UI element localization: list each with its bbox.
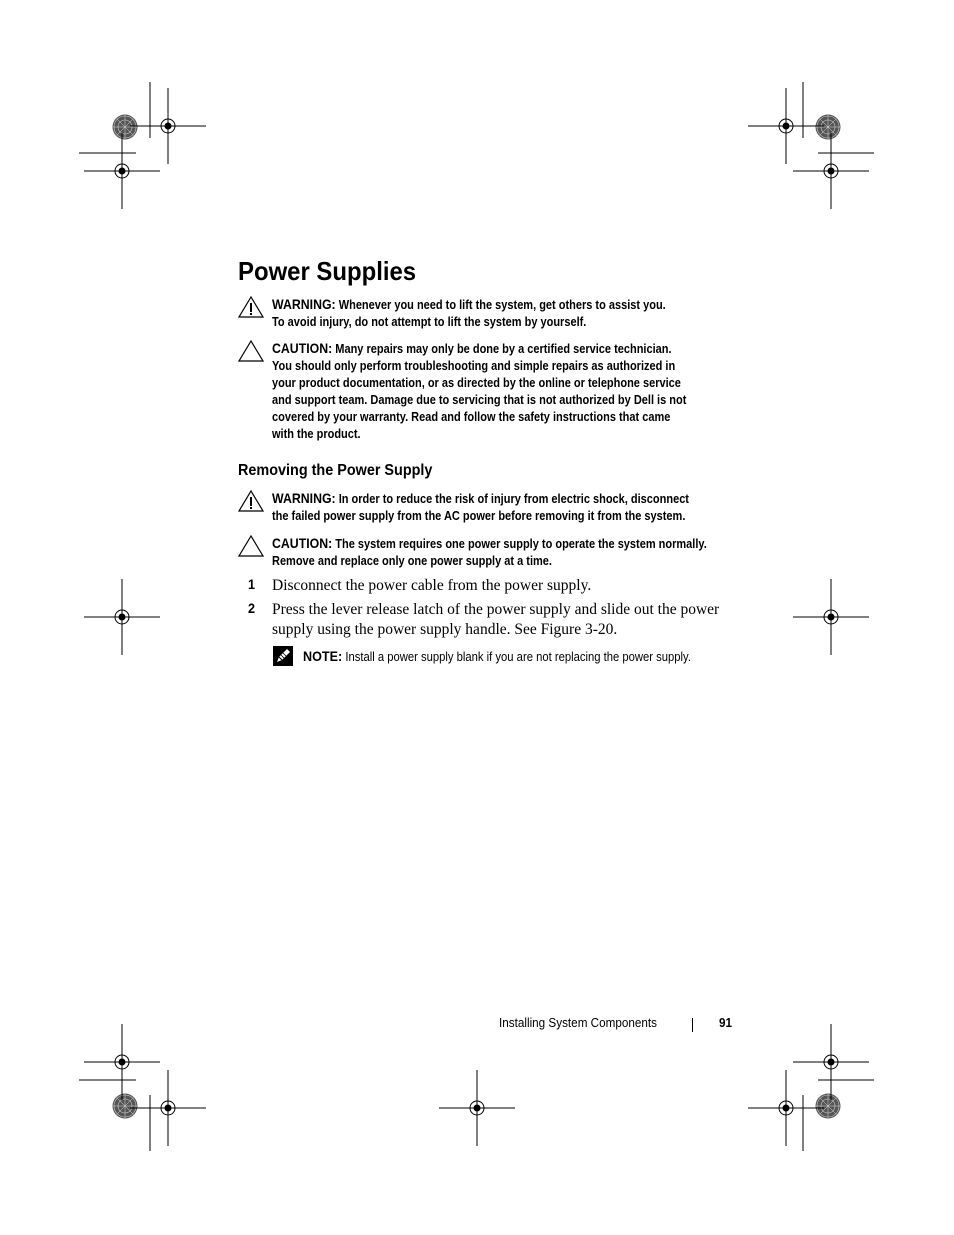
caution-text-line: Remove and replace only one power supply at a time.	[272, 554, 552, 568]
note-label: NOTE:	[303, 648, 343, 664]
note-pencil-icon	[272, 645, 294, 667]
page-number: 91	[719, 1015, 733, 1030]
warning-triangle-icon	[238, 490, 264, 512]
warning-text-line: the failed power supply from the AC power before removing it from the system.	[272, 509, 686, 523]
caution-triangle-icon	[238, 340, 264, 362]
caution-text-line: You should only perform troubleshooting and simple repairs as authorized in	[272, 359, 676, 373]
warning-text-line: In order to reduce the risk of injury from electric shock, disconnect	[338, 492, 689, 506]
section-title: Removing the Power Supply	[238, 462, 433, 479]
caution-text-line: Many repairs may only be done by a certified service technician.	[335, 342, 672, 356]
note-text: Install a power supply blank if you are not replacing the power supply.	[345, 650, 691, 664]
step-number: 2	[248, 600, 256, 616]
caution-text-line: covered by your warranty. Read and follow the safety instructions that came	[272, 410, 671, 424]
caution-text-line: your product documentation, or as directed by the online or telephone service	[272, 376, 681, 390]
caution-text-line: The system requires one power supply to operate the system normally.	[335, 537, 707, 551]
warning-text-line: Whenever you need to lift the system, get others to assist you.	[338, 298, 666, 312]
warning-text-line: To avoid injury, do not attempt to lift the system by yourself.	[272, 315, 587, 329]
caution-text-line: and support team. Damage due to servicing that is not authorized by Dell is not	[272, 393, 687, 407]
step-text-line: supply using the power supply handle. See Figure 3-20.	[272, 621, 618, 638]
step-text-line: Press the lever release latch of the power supply and slide out the power	[272, 601, 720, 618]
step-number: 1	[248, 576, 256, 592]
caution-label: CAUTION:	[272, 535, 333, 551]
warning-label: WARNING:	[272, 296, 336, 312]
step-text-line: Disconnect the power cable from the power supply.	[272, 577, 592, 594]
warning-label: WARNING:	[272, 490, 336, 506]
caution-text-line: with the product.	[272, 427, 361, 441]
page-title: Power Supplies	[238, 256, 417, 286]
caution-triangle-icon	[238, 535, 264, 557]
caution-label: CAUTION:	[272, 340, 333, 356]
footer-section-title: Installing System Components	[499, 1015, 658, 1030]
page-footer	[499, 1015, 739, 1035]
footer-divider	[692, 1018, 693, 1032]
warning-triangle-icon	[238, 296, 264, 318]
